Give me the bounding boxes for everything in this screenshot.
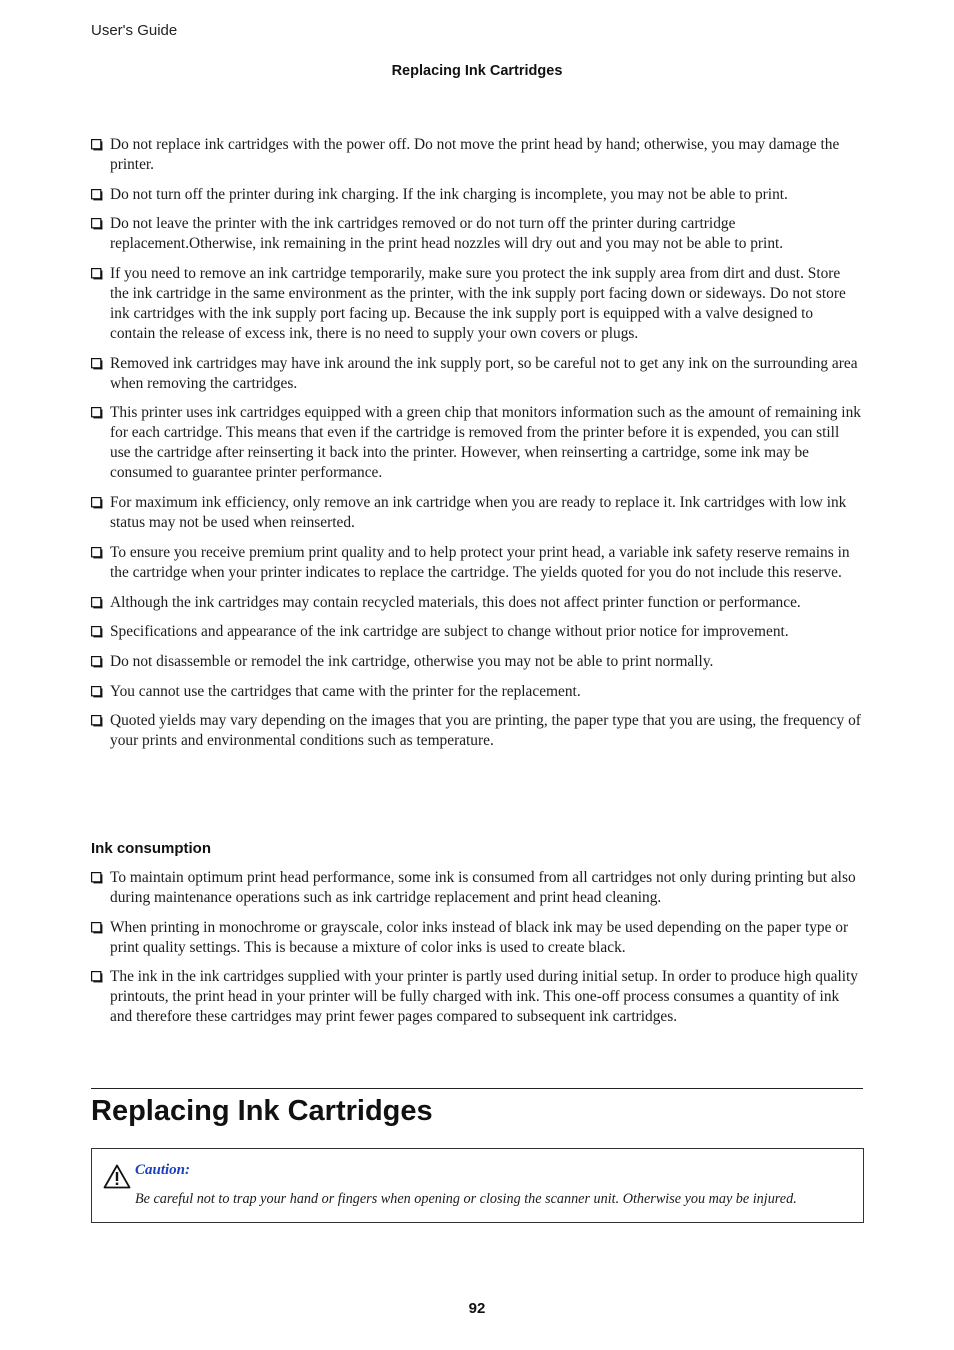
- list-item: [91, 711, 861, 751]
- checkbox-bullet-icon: [91, 407, 103, 419]
- list-item-text: You cannot use the cartridges that came with the printer for the replacement.: [110, 682, 581, 700]
- list-item: [91, 264, 861, 344]
- warning-triangle-icon: [103, 1164, 131, 1189]
- running-title: Replacing Ink Cartridges: [391, 63, 563, 79]
- checkbox-bullet-icon: [91, 922, 103, 934]
- list-item: [91, 652, 861, 672]
- list-item: [91, 622, 861, 642]
- list-item: [91, 543, 861, 583]
- list-item-text: When printing in monochrome or grayscale, color inks instead of black ink may be used depending on the paper type or print quality settings. This is because a mixture of color inks is used to create black.: [110, 918, 849, 956]
- list-item-text: Specifications and appearance of the ink cartridge are subject to change without prior notice for improvement.: [110, 623, 789, 641]
- list-item-text: Quoted yields may vary depending on the images that you are printing, the paper type that you are using, the frequency of your prints and environmental conditions such as temperature.: [110, 712, 861, 750]
- checkbox-bullet-icon: [91, 268, 103, 280]
- notes-list: [91, 135, 861, 761]
- list-item-text: For maximum ink efficiency, only remove an ink cartridge when you are ready to replace it. Ink cartridges with low ink status may not be used when reinserted.: [110, 494, 847, 532]
- list-item-text: Although the ink cartridges may contain recycled materials, this does not affect printer function or performance.: [110, 593, 801, 611]
- caution-box: [91, 1148, 864, 1223]
- checkbox-bullet-icon: [91, 597, 103, 609]
- list-item-text: Do not turn off the printer during ink charging. If the ink charging is incomplete, you may not be able to print.: [110, 185, 788, 203]
- list-item: [91, 214, 861, 254]
- list-item: [91, 918, 861, 958]
- list-item-text: To ensure you receive premium print quality and to help protect your print head, a variable ink safety reserve remains in the cartridge when your printer indicates to replace the cartridge. The yields quoted for you do not include this reserve.: [110, 543, 850, 581]
- list-item-text: If you need to remove an ink cartridge temporarily, make sure you protect the ink supply area from dirt and dust. Store the ink cartridge in the same environment as the printer, with the ink supply port facing down or sideways. Do not store ink cartridges with the ink supply port facing up. Because the ink supply port is equipped with a valve designed to contain the release of excess ink, there is no need to supply your own covers or plugs.: [110, 265, 846, 343]
- list-item-text: Removed ink cartridges may have ink around the ink supply port, so be careful not to get any ink on the surrounding area when removing the cartridges.: [110, 354, 858, 392]
- list-item: [91, 185, 861, 205]
- page-number: 92: [468, 1300, 486, 1317]
- checkbox-bullet-icon: [91, 547, 103, 559]
- checkbox-bullet-icon: [91, 139, 103, 151]
- list-item-text: Do not disassemble or remodel the ink cartridge, otherwise you may not be able to print normally.: [110, 652, 714, 670]
- checkbox-bullet-icon: [91, 686, 103, 698]
- list-item: [91, 682, 861, 702]
- checkbox-bullet-icon: [91, 971, 103, 983]
- section-divider: [91, 1088, 863, 1089]
- checkbox-bullet-icon: [91, 358, 103, 370]
- list-item-text: The ink in the ink cartridges supplied with your printer is partly used during initial setup. In order to produce high quality printouts, the print head in your printer will be fully charged with ink. This one-off process consumes a quantity of ink and therefore these cartridges may print fewer pages compared to subsequent ink cartridges.: [110, 968, 859, 1026]
- checkbox-bullet-icon: [91, 656, 103, 668]
- list-item-text: To maintain optimum print head performance, some ink is consumed from all cartridges not only during printing but also during maintenance operations such as ink cartridge replacement and print head cleaning.: [110, 869, 856, 906]
- list-item: [91, 967, 861, 1027]
- checkbox-bullet-icon: [91, 497, 103, 509]
- checkbox-bullet-icon: [91, 626, 103, 638]
- section-heading: Replacing Ink Cartridges: [91, 1095, 433, 1127]
- checkbox-bullet-icon: [91, 872, 103, 884]
- list-item: [91, 135, 861, 175]
- ink-consumption-heading: Ink consumption: [91, 840, 211, 857]
- list-item: [91, 868, 861, 908]
- checkbox-bullet-icon: [91, 218, 103, 230]
- checkbox-bullet-icon: [91, 715, 103, 727]
- ink-consumption-list: [91, 868, 861, 1037]
- list-item-text: Do not leave the printer with the ink cartridges removed or do not turn off the printer during cartridge replacement.Otherwise, ink remaining in the print head nozzles will dry out and you may not be able to print.: [110, 215, 784, 253]
- checkbox-bullet-icon: [91, 189, 103, 201]
- caution-text: Be careful not to trap your hand or fingers when opening or closing the scanner unit. Otherwise you may be injured.: [135, 1191, 797, 1207]
- list-item-text: This printer uses ink cartridges equipped with a green chip that monitors information such as the amount of remaining ink for each cartridge. This means that even if the cartridge is removed from the printer before it is expended, you can still use the cartridge after reinserting it back into the printer. However, when reinserting a cartridge, some ink may be consumed to guarantee printer performance.: [110, 404, 861, 482]
- list-item: [91, 354, 861, 394]
- list-item: [91, 593, 861, 613]
- caution-title: Caution:: [135, 1162, 191, 1178]
- list-item: [91, 493, 861, 533]
- guide-label: User's Guide: [91, 22, 178, 39]
- list-item-text: Do not replace ink cartridges with the power off. Do not move the print head by hand; otherwise, you may damage the printer.: [110, 136, 840, 173]
- list-item: [91, 403, 861, 483]
